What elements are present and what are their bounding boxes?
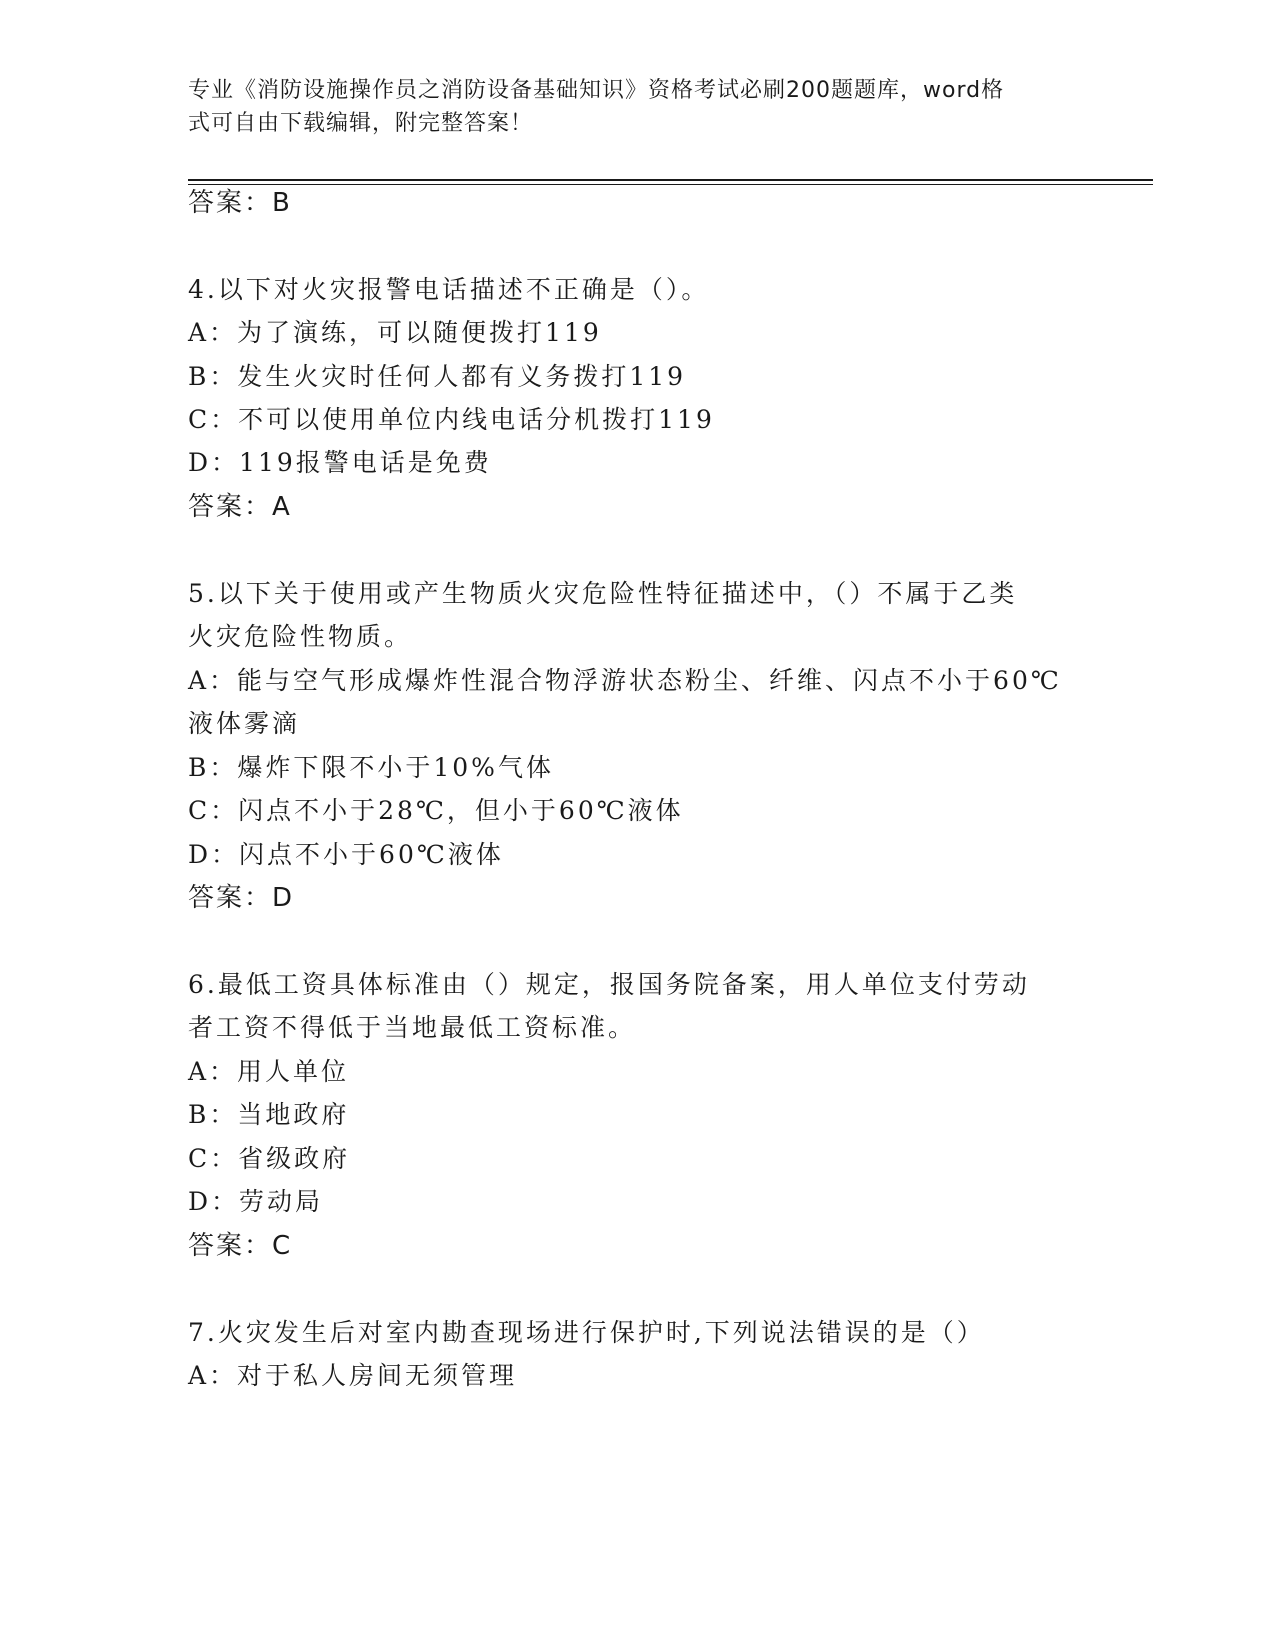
option-a: A：为了演练，可以随便拨打119 <box>188 318 602 347</box>
option-c: C：省级政府 <box>188 1144 351 1173</box>
header-line-2: 式可自由下载编辑，附完整答案！ <box>188 111 534 136</box>
header-rule-thick <box>188 179 1153 181</box>
answer-line: 答案：A <box>188 492 292 522</box>
option-d: D：119报警电话是免费 <box>188 448 492 477</box>
option-c: C：闪点不小于28℃，但小于60℃液体 <box>188 796 684 825</box>
option-c: C：不可以使用单位内线电话分机拨打119 <box>188 405 715 434</box>
option-a: A：用人单位 <box>188 1057 350 1086</box>
question-stem: 6.最低工资具体标准由（）规定，报国务院备案，用人单位支付劳动 <box>188 970 1030 999</box>
option-a: A：能与空气形成爆炸性混合物浮游状态粉尘、纤维、闪点不小于60℃ <box>188 666 1062 695</box>
question-stem-continued: 者工资不得低于当地最低工资标准。 <box>188 1013 637 1042</box>
option-b: B：当地政府 <box>188 1100 350 1129</box>
option-d: D：劳动局 <box>188 1187 324 1216</box>
answer-line: 答案：C <box>188 1231 293 1261</box>
document-header <box>188 74 1068 140</box>
option-b: B：发生火灾时任何人都有义务拨打119 <box>188 362 687 391</box>
question-stem: 5.以下关于使用或产生物质火灾危险性特征描述中，（）不属于乙类 <box>188 579 1018 608</box>
answer-line: 答案：B <box>188 188 292 218</box>
question-stem: 4.以下对火灾报警电话描述不正确是（）。 <box>188 275 710 304</box>
question-stem-continued: 火灾危险性物质。 <box>188 622 413 651</box>
question-stem: 7.火灾发生后对室内勘查现场进行保护时,下列说法错误的是（） <box>188 1318 985 1347</box>
answer-line: 答案：D <box>188 883 295 913</box>
header-rule-thin <box>188 184 1153 185</box>
header-line-1: 专业《消防设施操作员之消防设备基础知识》资格考试必刷200题题库，word格 <box>188 78 1005 103</box>
option-a: A：对于私人房间无须管理 <box>188 1361 518 1390</box>
option-a-continued: 液体雾滴 <box>188 709 301 738</box>
option-d: D：闪点不小于60℃液体 <box>188 840 504 869</box>
option-b: B：爆炸下限不小于10%气体 <box>188 753 554 782</box>
